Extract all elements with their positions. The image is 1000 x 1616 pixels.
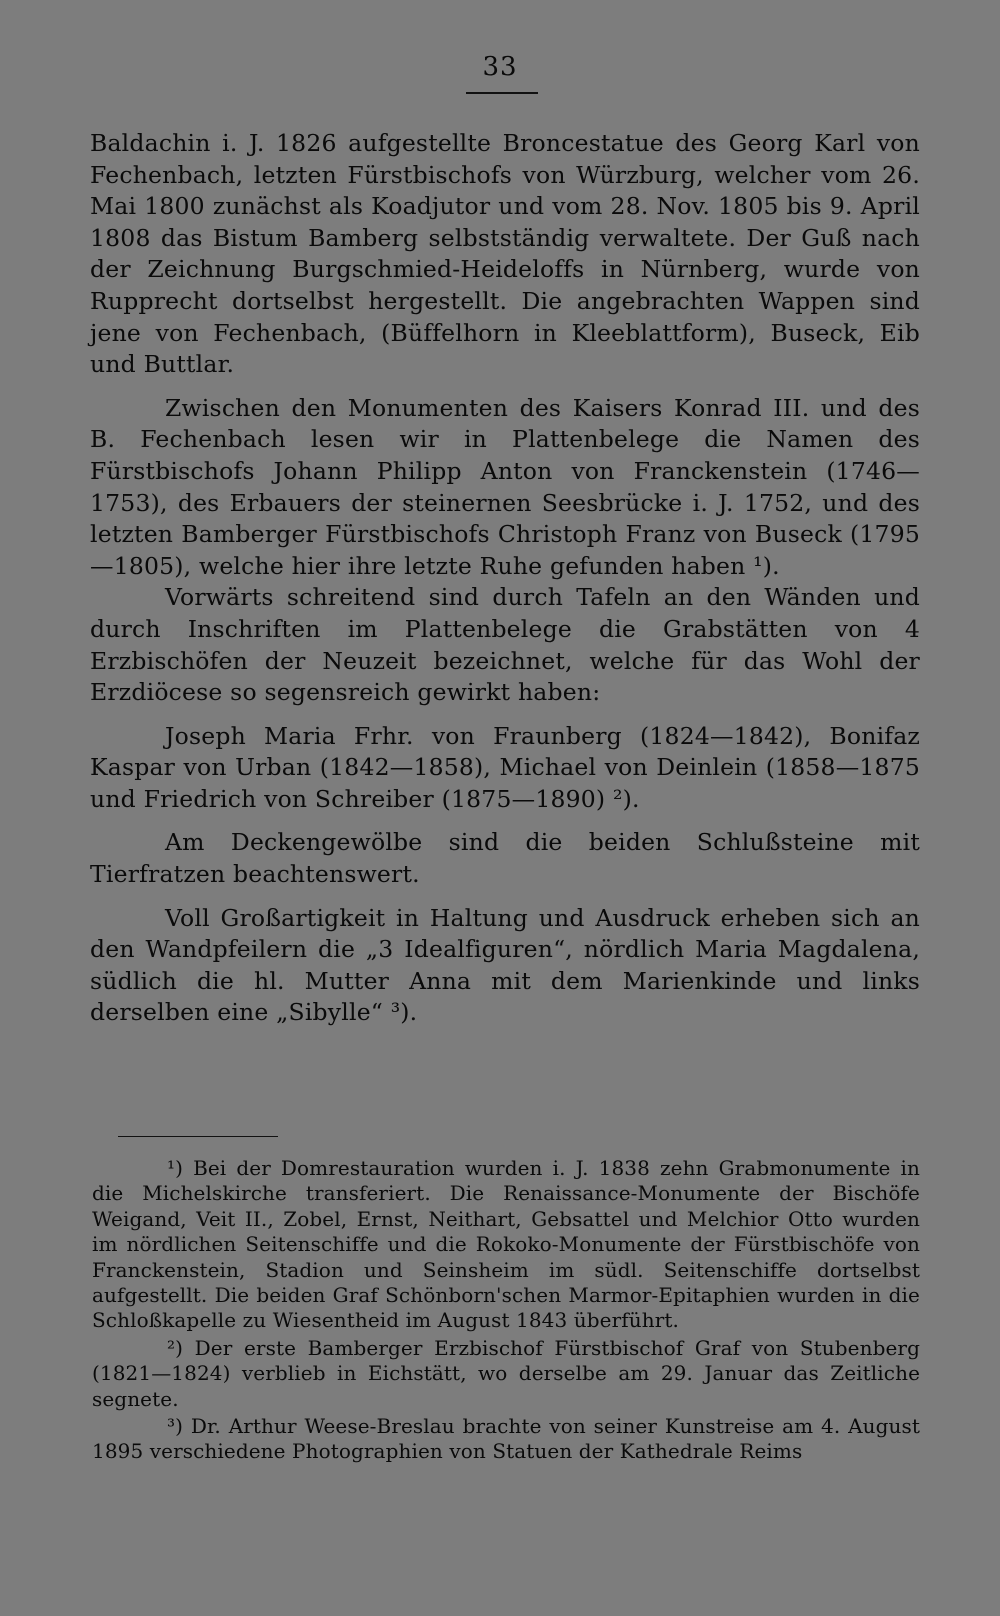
paragraph-erzbischoefe-list: Joseph Maria Frhr. von Fraunberg (1824—1842), Bonifaz Kaspar von Urban (1842—1858), Michael von Deinlein (1858—1875 und Friedrich von Schreiber (1875—1890) ²). [90, 721, 920, 813]
footnote-divider [118, 1136, 278, 1137]
paragraph-idealfiguren: Voll Großartigkeit in Haltung und Ausdruck erheben sich an den Wandpfeilern die „3 Idealfiguren“, nördlich Maria Magdalena, südlich die hl. Mutter Anna mit dem Marienkinde und links derselben eine „Sibylle“ ³). [90, 903, 920, 1027]
footnote-3: ³) Dr. Arthur Weese-Breslau brachte von seiner Kunstreise am 4. August 1895 verschiedene Photographien von Statuen der Kathedrale Reims [92, 1414, 920, 1464]
paragraph-zwischen-den-monumenten: Zwischen den Monumenten des Kaisers Konrad III. und des B. Fechenbach lesen wir in Plattenbelege die Namen des Fürstbischofs Johann Philipp Anton von Franckenstein (1746—1753), des Erbauers der steinernen Seesbrücke i. J. 1752, und des letzten Bamberger Fürstbischofs Christoph Franz von Buseck (1795—1805), welche hier ihre letzte Ruhe gefunden haben ¹). [90, 393, 920, 580]
paragraph-baldachin: Baldachin i. J. 1826 aufgestellte Broncestatue des Georg Karl von Fechenbach, letzten Fürstbischofs von Würzburg, welcher vom 26. Mai 1800 zunächst als Koadjutor und vom 28. Nov. 1805 bis 9. April 1808 das Bistum Bamberg selbstständig verwaltete. Der Guß nach der Zeichnung Burgschmied-Heideloffs in Nürnberg, wurde von Rupprecht dortselbst hergestellt. Die angebrachten Wappen sind jene von Fechenbach, (Büffelhorn in Kleeblattform), Buseck, Eib und Buttlar. [90, 129, 920, 379]
main-text [90, 128, 920, 1029]
footnote-2: ²) Der erste Bamberger Erzbischof Fürstbischof Graf von Stubenberg (1821—1824) verblieb in Eichstätt, wo derselbe am 29. Januar das Zeitliche segnete. [92, 1335, 920, 1411]
footnotes [92, 1156, 920, 1467]
paragraph-deckengewoelbe: Am Deckengewölbe sind die beiden Schlußsteine mit Tierfratzen beachtenswert. [90, 828, 920, 889]
page-number: 33 [482, 52, 518, 82]
footnote-1: ¹) Bei der Domrestauration wurden i. J. 1838 zehn Grabmonumente in die Michelskirche transferiert. Die Renaissance-Monumente der Bischöfe Weigand, Veit II., Zobel, Ernst, Neithart, Gebsattel und Melchior Otto wurden im nördlichen Seitenschiffe und die Rokoko-Monumente der Fürstbischöfe von Franckenstein, Stadion und Seinsheim im südl. Seitenschiffe dortselbst aufgestellt. Die beiden Graf Schönborn'schen Marmor-Epitaphien wurden in die Schloßkapelle zu Wiesentheid im August 1843 überführt. [92, 1156, 920, 1333]
page-number-rule [466, 92, 538, 94]
paragraph-vorwaerts-schreitend: Vorwärts schreitend sind durch Tafeln an den Wänden und durch Inschriften im Plattenbelege die Grabstätten von 4 Erzbischöfen der Neuzeit bezeichnet, welche für das Wohl der Erzdiöcese so segensreich gewirkt haben: [90, 583, 920, 707]
